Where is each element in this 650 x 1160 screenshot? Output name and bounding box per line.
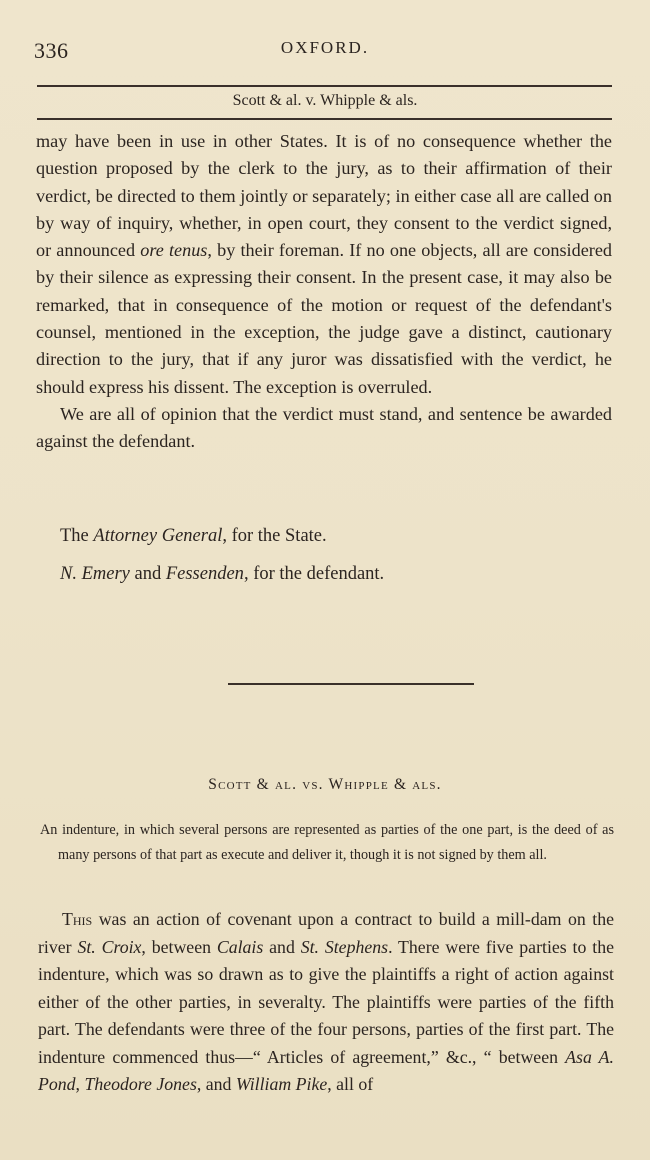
- headnote: An indenture, in which several persons are represented as parties of the one part, is the deed of as many persons of that part as execute and deliver it, though it is not signed by them all.: [40, 822, 614, 863]
- case-header: Scott & al. v. Whipple & als.: [232, 92, 418, 109]
- header-rule-top: [37, 85, 612, 87]
- opinion-conclusion: We are all of opinion that the verdict must stand, and sentence be awarded against the defendant.: [36, 403, 612, 452]
- header-rule-bottom: [37, 118, 612, 120]
- running-head: OXFORD.: [280, 38, 370, 57]
- counsel-state: The Attorney General, for the State.: [60, 526, 327, 546]
- page-number: 336: [34, 38, 69, 63]
- page-header: [0, 30, 650, 70]
- section-divider: [228, 683, 474, 685]
- continued-opinion: [36, 128, 612, 456]
- case-title: Scott & al. vs. Whipple & als.: [208, 776, 442, 793]
- opinion-paragraph: may have been in use in other States. It is of no consequence whether the question proposed by the clerk to the jury, as to their affirmation of their verdict, be directed to them jointly or separately; in either case all are called on by way of inquiry, whether, in open court, they consent to the verdict signed, or announced ore tenus, by their foreman. If no one objects, all are considered by their silence as expressing their consent. In the present case, it may also be remarked, that in consequence of the motion or request of the defendant's counsel, mentioned in the exception, the judge gave a distinct, cautionary direction to the jury, that if any juror was dissatisfied with the verdict, he should express his dissent. The exception is overruled.: [36, 131, 612, 397]
- case-statement: This was an action of covenant upon a contract to build a mill-dam on the river St. Croix, between Calais and St. Stephens. There were five parties to the indenture, which was so drawn as to give the plaintiffs a right of action against either of the other parties, in severalty. The plaintiffs were parties of the fifth part. The defendants were three of the four persons, parties of the first part. The indenture commenced thus—“ Articles of agreement,” &c., “ between Asa A. Pond, Theodore Jones, and William Pike, all of: [38, 909, 614, 1094]
- counsel-defendant: N. Emery and Fessenden, for the defendant.: [60, 564, 385, 584]
